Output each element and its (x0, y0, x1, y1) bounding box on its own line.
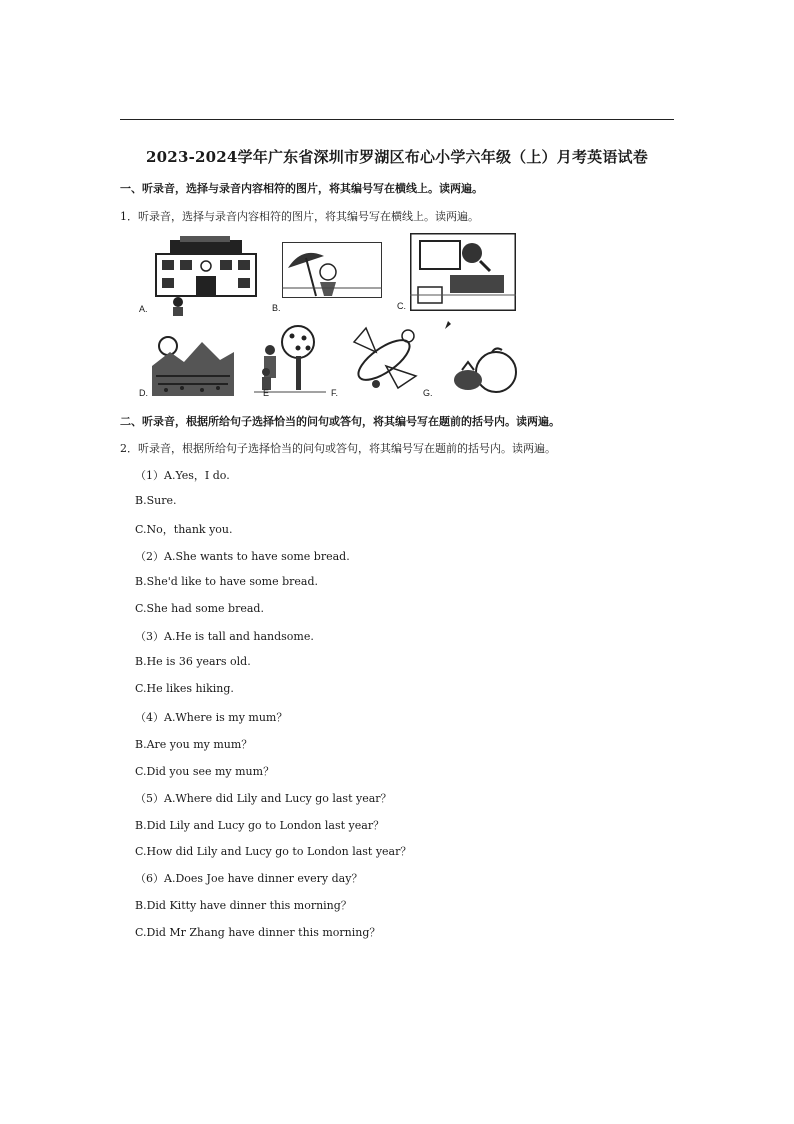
option-4b: B.Are you my mum？ (135, 738, 253, 751)
option-1a: （1）A.Yes，I do. (135, 469, 230, 482)
picture-label-e: E (263, 388, 270, 398)
option-6c: C.Did Mr Zhang have dinner this morning？ (135, 926, 381, 939)
section2-heading: 二、听录音，根据所给句子选择恰当的问句或答句，将其编号写在题前的括号内。读两遍。 (120, 415, 560, 428)
picture-label-f: F. (331, 388, 339, 398)
top-rule (120, 119, 674, 120)
option-6b: B.Did Kitty have dinner this morning？ (135, 899, 352, 912)
option-4a: （4）A.Where is my mum？ (135, 711, 288, 724)
option-1c: C.No，thank you. (135, 523, 233, 536)
picture-label-c: C. (397, 301, 406, 311)
picture-label-g: G. (423, 388, 433, 398)
question-1: 1．听录音，选择与录音内容相符的图片，将其编号写在横线上。读两遍。 (120, 210, 479, 223)
section1-heading: 一、听录音，选择与录音内容相符的图片，将其编号写在横线上。读两遍。 (120, 182, 483, 195)
picture-label-d: D. (139, 388, 148, 398)
option-5a: （5）A.Where did Lily and Lucy go last year？ (135, 792, 392, 805)
page-title: 2023-2024学年广东省深圳市罗湖区布心小学六年级（上）月考英语试卷 (146, 148, 648, 166)
family-tree-icon (254, 322, 326, 394)
option-6a: （6）A.Does Joe have dinner every day？ (135, 872, 363, 885)
school-building-icon (150, 236, 262, 316)
option-3c: C.He likes hiking. (135, 682, 234, 695)
option-2c: C.She had some bread. (135, 602, 264, 615)
picture-label-b: B. (272, 303, 281, 313)
picture-label-a: A. (139, 304, 148, 314)
toy-airplane-icon (346, 322, 422, 394)
fruit-icon (448, 344, 522, 396)
option-3a: （3）A.He is tall and handsome. (135, 630, 314, 643)
mountain-landscape-icon (152, 330, 234, 396)
small-mark-icon (444, 320, 452, 330)
living-room-tv-icon (410, 233, 516, 311)
question-2: 2．听录音，根据所给句子选择恰当的问句或答句，将其编号写在题前的括号内。读两遍。 (120, 442, 556, 455)
option-2a: （2）A.She wants to have some bread. (135, 550, 350, 563)
umbrella-beach-icon (282, 242, 382, 298)
option-4c: C.Did you see my mum？ (135, 765, 275, 778)
option-5c: C.How did Lily and Lucy go to London last year？ (135, 845, 412, 858)
option-2b: B.She'd like to have some bread. (135, 575, 318, 588)
option-3b: B.He is 36 years old. (135, 655, 251, 668)
option-1b: B.Sure. (135, 494, 177, 507)
option-5b: B.Did Lily and Lucy go to London last year？ (135, 819, 385, 832)
